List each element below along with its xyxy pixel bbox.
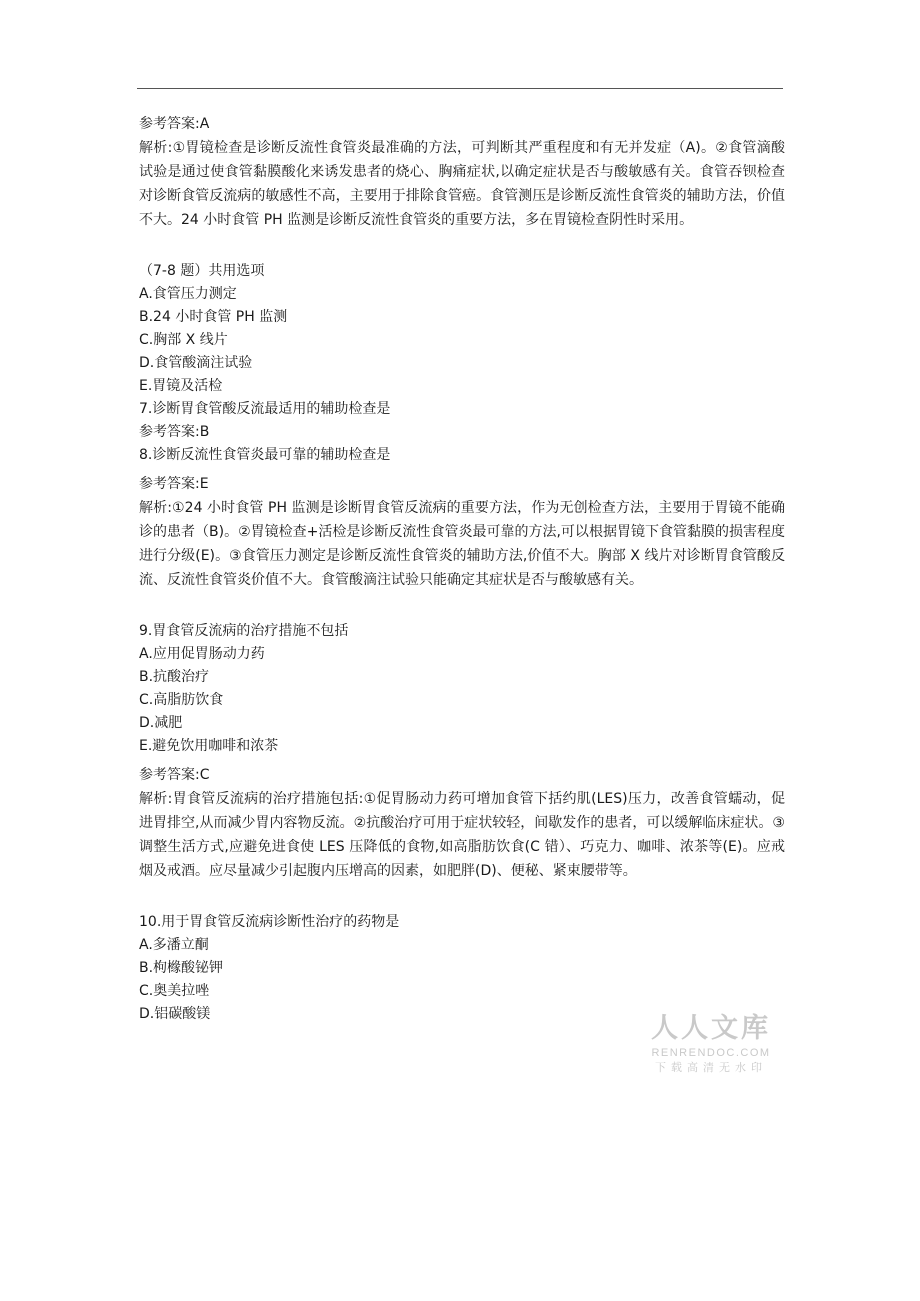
question-7-answer: 参考答案:B <box>139 424 210 440</box>
option-e: E.避免饮用咖啡和浓茶 <box>139 738 279 754</box>
option-c: C.高脂肪饮食 <box>139 692 224 708</box>
shared-options-header: （7-8 题）共用选项 <box>139 263 265 279</box>
document-body <box>139 113 785 1026</box>
option-d: D.铝碳酸镁 <box>139 1006 211 1022</box>
option-e: E.胃镜及活检 <box>139 378 223 394</box>
option-b: B.抗酸治疗 <box>139 669 210 685</box>
watermark-title: 人人文库 <box>651 1013 771 1044</box>
analysis-paragraph: 解析:胃食管反流病的治疗措施包括:①促胃肠动力药可增加食管下括约肌(LES)压力，改善食管蠕动，促进胃排空,从而减少胃内容物反流。②抗酸治疗可用于症状较轻，间歇发作的患者，可以缓解临床症状。③调整生活方式,应避免进食使 LES 压降低的食物,如高脂肪饮食(C 错）、巧克力、咖啡、浓茶等(E)。应戒烟及戒酒。应尽量减少引起腹内压增高的因素，如肥胖(D)、便秘、紧束腰带等。 <box>139 791 785 879</box>
option-a: A.食管压力测定 <box>139 286 237 302</box>
option-b: B.枸橼酸铋钾 <box>139 960 224 976</box>
answer-line: 参考答案:A <box>139 116 210 132</box>
option-d: D.食管酸滴注试验 <box>139 355 253 371</box>
option-b: B.24 小时食管 PH 监测 <box>139 309 288 325</box>
question-9: 9.胃食管反流病的治疗措施不包括 <box>139 623 349 639</box>
q7-8-block <box>139 260 785 592</box>
analysis-paragraph: 解析:①胃镜检查是诊断反流性食管炎最准确的方法，可判断其严重程度和有无并发症（A)。②食管滴酸试验是通过使食管黏膜酸化来诱发患者的烧心、胸痛症状,以确定症状是否与酸敏感有关。食管吞钡检查对诊断食管反流病的敏感性不高，主要用于排除食管癌。食管测压是诊断反流性食管炎的辅助方法，价值不大。24 小时食管 PH 监测是诊断反流性食管炎的重要方法，多在胃镜检查阴性时采用。 <box>139 140 785 228</box>
question-7: 7.诊断胃食管酸反流最适用的辅助检查是 <box>139 401 391 417</box>
q10-block <box>139 911 785 1026</box>
watermark-slogan: 下载高清无水印 <box>655 1061 767 1074</box>
option-c: C.胸部 X 线片 <box>139 332 228 348</box>
option-d: D.减肥 <box>139 715 183 731</box>
question-10: 10.用于胃食管反流病诊断性治疗的药物是 <box>139 914 400 930</box>
renrendoc-watermark <box>646 1012 776 1076</box>
q9-block <box>139 620 785 883</box>
question-8: 8.诊断反流性食管炎最可靠的辅助检查是 <box>139 447 391 463</box>
question-9-answer: 参考答案:C <box>139 767 210 783</box>
header-rule <box>137 88 783 89</box>
watermark-domain: RENRENDOC.COM <box>651 1047 771 1059</box>
question-8-answer: 参考答案:E <box>139 476 209 492</box>
option-c: C.奥美拉唑 <box>139 983 210 999</box>
option-a: A.多潘立酮 <box>139 937 209 953</box>
option-a: A.应用促胃肠动力药 <box>139 646 265 662</box>
analysis-paragraph: 解析:①24 小时食管 PH 监测是诊断胃食管反流病的重要方法，作为无创检查方法，主要用于胃镜不能确诊的患者（B)。②胃镜检查+活检是诊断反流性食管炎最可靠的方法,可以根据胃镜下食管黏膜的损害程度进行分级(E)。③食管压力测定是诊断反流性食管炎的辅助方法,价值不大。胸部 X 线片对诊断胃食管酸反流、反流性食管炎价值不大。食管酸滴注试验只能确定其症状是否与酸敏感有关。 <box>139 500 785 588</box>
q6-answer-block <box>139 113 785 232</box>
